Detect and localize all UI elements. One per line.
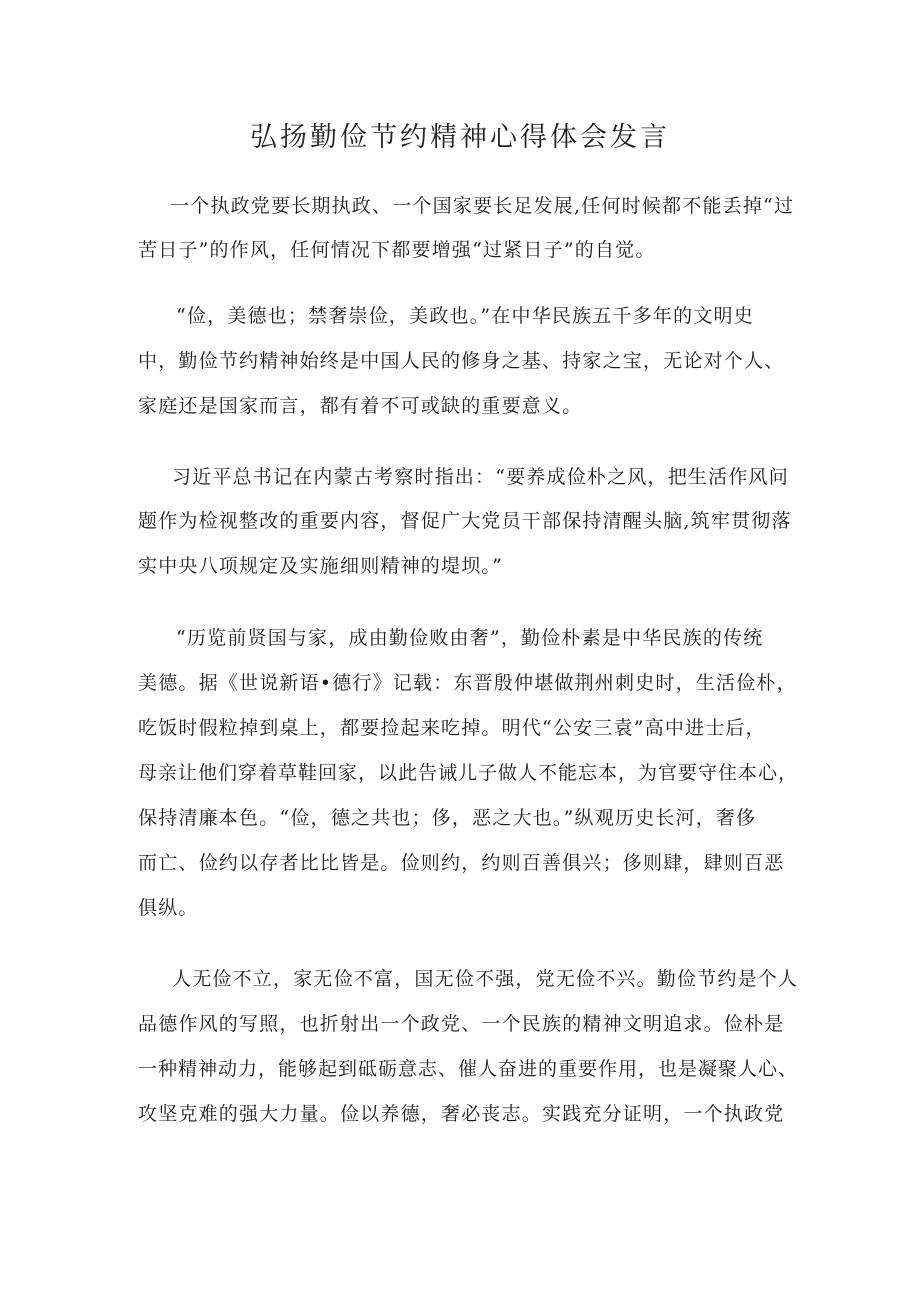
paragraph-2-line-3: 家庭还是国家而言，都有着不可或缺的重要意义。 — [138, 395, 583, 417]
paragraph-5-line-4: 攻坚克难的强大力量。俭以养德，奢必丧志。实践充分证明，一个执政党 — [138, 1103, 785, 1125]
paragraph-1-line-1: 一个执政党要长期执政、一个国家要长足发展,任何时候都不能丢掉“过 — [170, 195, 795, 217]
paragraph-1-line-2: 苦日子”的作风，任何情况下都要增强“过紧日子”的自觉。 — [138, 239, 656, 261]
paragraph-3-line-2: 题作为检视整改的重要内容，督促广大党员干部保持清醒头脑,筑牢贯彻落 — [138, 510, 792, 532]
paragraph-4-line-7: 俱纵。 — [138, 897, 199, 919]
document-title: 弘扬勤俭节约精神心得体会发言 — [250, 122, 670, 153]
paragraph-4-line-5: 保持清廉本色。“俭，德之共也；侈，恶之大也。”纵观历史长河，奢侈 — [138, 807, 757, 829]
paragraph-4-line-3: 吃饭时假粒掉到桌上，都要捡起来吃掉。明代“公安三袁”高中进士后， — [138, 717, 766, 739]
paragraph-4-line-4: 母亲让他们穿着草鞋回家，以此告诫儿子做人不能忘本，为官要守住本心， — [138, 762, 799, 784]
paragraph-2-line-1: “俭，美德也；禁奢崇俭，美政也。”在中华民族五千多年的文明史 — [176, 305, 754, 327]
paragraph-5-line-2: 品德作风的写照，也折射出一个政党、一个民族的精神文明追求。俭朴是 — [138, 1013, 785, 1035]
paragraph-3-line-3: 实中央八项规定及实施细则精神的堤坝。” — [138, 555, 504, 577]
paragraph-5-line-1: 人无俭不立，家无俭不富，国无俭不强，党无俭不兴。勤俭节约是个人 — [172, 968, 799, 990]
paragraph-2-line-2: 中，勤俭节约精神始终是中国人民的修身之基、持家之宝，无论对个人、 — [138, 350, 785, 372]
paragraph-4-line-1: “历览前贤国与家，成由勤俭败由奢”，勤俭朴素是中华民族的传统 — [176, 627, 764, 649]
paragraph-4-line-6: 而亡、俭约以存者比比皆是。俭则约，约则百善俱兴；侈则肆，肆则百恶 — [138, 852, 785, 874]
paragraph-3-line-1: 习近平总书记在内蒙古考察时指出：“要养成俭朴之风，把生活作风问 — [172, 466, 789, 488]
paragraph-4-line-2: 美德。据《世说新语•德行》记载：东晋殷仲堪做荆州刺史时，生活俭朴， — [138, 672, 797, 694]
paragraph-5-line-3: 一种精神动力，能够起到砥砺意志、催人奋进的重要作用，也是凝聚人心、 — [138, 1058, 799, 1080]
